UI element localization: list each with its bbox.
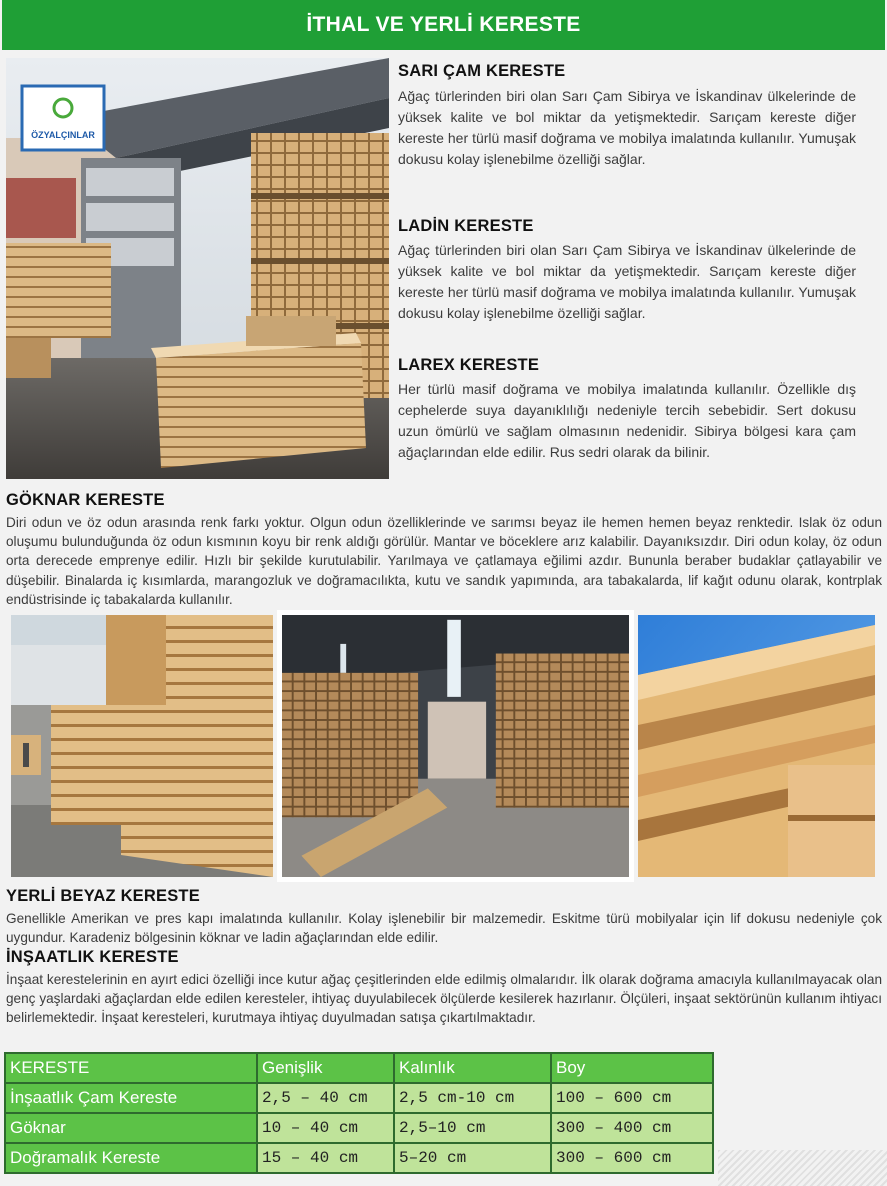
warehouse-photo: [6, 58, 389, 479]
yerli-beyaz-text: Genellikle Amerikan ve pres kapı imalatında kullanılır. Kolay işlenebilir bir malzemedir. Eskitme türü mobilyalar için lif dokusu nedeniyle çok uygundur. Karadeniz bölgesinin köknar ve ladin ağaçlarından elde edilir.: [6, 911, 882, 946]
ladin-text: Ağaç türlerinden biri olan Sarı Çam Sibirya ve İskandinav ülkelerinde de yüksek kalite ve bol miktar da yetişmektedir. Sarıçam kereste diğer kereste her türlü masif doğrama ve mobilya imalatında kullanılır. Yumuşak dokusu kolay işlenebilme özelliği sağlar.: [398, 242, 856, 321]
goknar-text: Diri odun ve öz odun arasında renk farkı yoktur. Olgun odun özelliklerinde ve sarımsı beyaz ile hemen hemen beyaz renktedir. Islak öz odun oluşumu bulunduğunda öz odun kısmının koyu bir renk aldığı görülür. Mantar ve böceklere arız kalabilir. Dayanıksızdır. Diri odun kolay, öz odun orta derecede emprenye edilir. Hızlı bir şekilde kurutulabilir. Yarılmaya ve çatlamaya eğilimi azdır. Bununla beraber budaklar çatlayabilir ve düşebilir. Binalarda iç kısımlarda, marangozluk ve doğramacılıkta, kutu ve sandık yapımında, ara tabakalarda, lif kağıt odunu olarak, kontrplak endüstrisinde iç tabakalarda kullanılır.: [6, 515, 882, 607]
row-genislik: 10 – 40 cm: [258, 1114, 393, 1142]
store-sign-text: ÖZYALÇINLAR: [31, 130, 95, 140]
row-name: İnşaatlık Çam Kereste: [6, 1084, 256, 1112]
row-boy: 300 – 600 cm: [552, 1144, 712, 1172]
row-name: Doğramalık Kereste: [6, 1144, 256, 1172]
row-kalinlik: 2,5–10 cm: [395, 1114, 550, 1142]
warehouse-interior-photo: [277, 610, 634, 882]
dimension-table: [4, 1052, 714, 1174]
table-row: [6, 1114, 712, 1142]
table-row: [6, 1084, 712, 1112]
lumber-stack-photo: [11, 615, 273, 877]
goknar-title: GÖKNAR KERESTE: [6, 491, 165, 509]
row-boy: 300 – 400 cm: [552, 1114, 712, 1142]
larex-title: LAREX KERESTE: [398, 356, 540, 374]
header-kalinlik: Kalınlık: [395, 1054, 550, 1082]
table-header-row: [6, 1054, 712, 1082]
insaatlik-text: İnşaat kerestelerinin en ayırt edici özelliği ince kutur ağaç çeşitlerinden elde edilmiş olmalarıdır. İlk olarak doğrama amacıyla kullanılmayacak olan genç yaşlardaki ağaçlardan elde edilen keresteler, ihtiyaç duyulabilecek ölçülerde kesilerek hazırlanır. Ölçüleri, inşaat sektörünün kullanım ihtiyacı belirlemektedir. İnşaat keresteleri, kurutmaya ihtiyaç duyulmadan satışa çıkartılmaktadır.: [6, 972, 882, 1026]
row-kalinlik: 2,5 cm-10 cm: [395, 1084, 550, 1112]
header-kereste: KERESTE: [6, 1054, 256, 1082]
table-row: [6, 1144, 712, 1172]
row-name: Göknar: [6, 1114, 256, 1142]
row-genislik: 15 – 40 cm: [258, 1144, 393, 1172]
larex-text: Her türlü masif doğrama ve mobilya imalatında kullanılır. Özellikle dış cephelerde suya dayanıklılığı nedeniyle tercih sebebidir. Sert dokusu uzun ömürlü ve sağlam olmasının nedenidir. Sibirya bölgesi kara çam ağaçlarından elde edilir. Rus sedri olarak da bilinir.: [398, 381, 856, 460]
header-boy: Boy: [552, 1054, 712, 1082]
sari-cam-text: Ağaç türlerinden biri olan Sarı Çam Sibirya ve İskandinav ülkelerinde de yüksek kalite ve bol miktar da yetişmektedir. Sarıçam kereste diğer kereste her türlü masif doğrama ve mobilya imalatında kullanılır. Yumuşak dokusu kolay işlenebilme özelliği sağlar.: [398, 88, 856, 167]
planks-sky-photo: [638, 615, 875, 877]
row-genislik: 2,5 – 40 cm: [258, 1084, 393, 1112]
row-kalinlik: 5–20 cm: [395, 1144, 550, 1172]
yerli-beyaz-title: YERLİ BEYAZ KERESTE: [6, 887, 200, 905]
insaatlik-title: İNŞAATLIK KERESTE: [6, 948, 179, 966]
header-genislik: Genişlik: [258, 1054, 393, 1082]
decorative-stripes: [718, 1150, 887, 1186]
page-banner: [2, 0, 885, 50]
row-boy: 100 – 600 cm: [552, 1084, 712, 1112]
sari-cam-title: SARI ÇAM KERESTE: [398, 62, 566, 80]
banner-title: İTHAL VE YERLİ KERESTE: [306, 13, 581, 36]
ladin-title: LADİN KERESTE: [398, 217, 534, 235]
